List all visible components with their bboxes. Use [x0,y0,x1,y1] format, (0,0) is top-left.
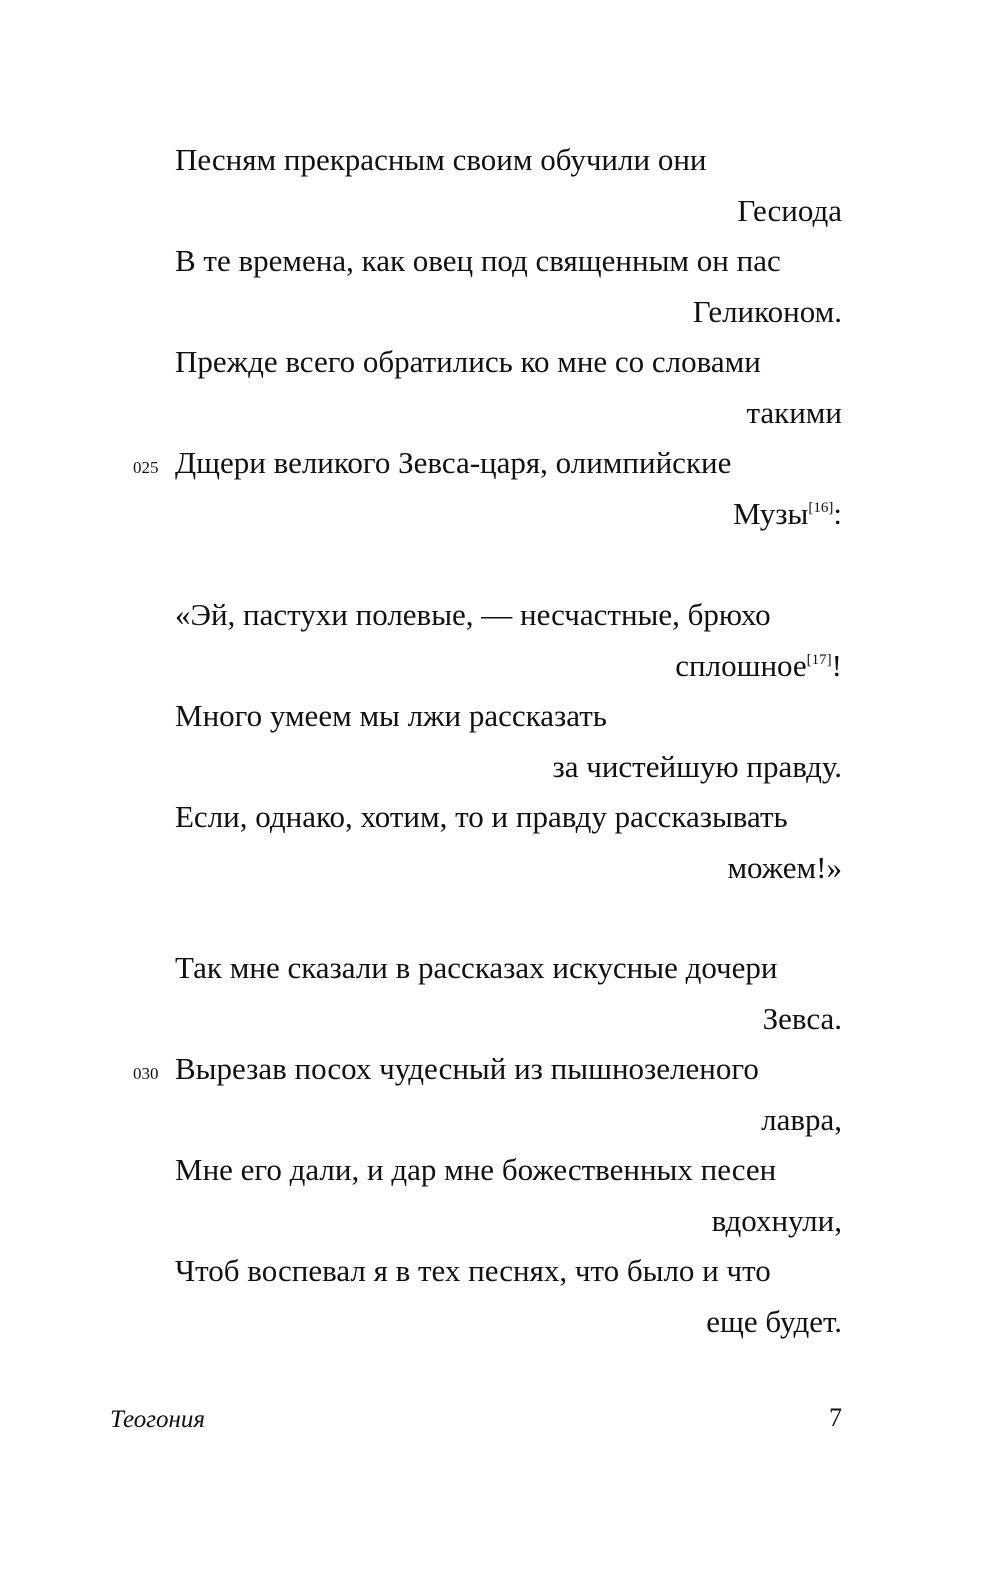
line-number-030: 030 [133,1064,159,1083]
verse-line-1-continuation: Гесиода [737,193,842,228]
verse-line-10: Мне его дали, и дар мне божественных песен [175,1152,777,1187]
verse-line-8: Так мне сказали в рассказах искусные дочери [175,950,778,985]
punctuation: : [833,496,842,531]
verse-line-9-continuation: лавра, [761,1102,842,1137]
running-title: Теогония [110,1406,206,1433]
verse-line-11: Чтоб воспевал я в тех песнях, что было и что [175,1253,771,1288]
verse-line-2: В те времена, как овец под священным он пас [175,243,781,278]
page-number: 7 [829,1403,842,1432]
footnote-ref-17[interactable]: [17] [806,652,832,668]
verse-line-4: Дщери великого Зевса-царя, олимпийские [175,445,732,480]
verse-text: сплошное [675,648,807,683]
verse-line-7: Если, однако, хотим, то и правду рассказывать [175,799,788,834]
verse-line-6: Много умеем мы лжи рассказать [175,698,607,733]
verse-text: Музы [733,496,809,531]
verse-line-5-continuation [675,646,842,686]
verse-line-9: Вырезав посох чудесный из пышнозеленого [175,1051,759,1086]
punctuation: ! [831,648,842,683]
verse-line-11-continuation: еще будет. [706,1304,842,1339]
verse-line-2-continuation: Геликоном. [692,294,842,329]
verse-line-3-continuation: такими [746,395,842,430]
verse-line-10-continuation: вдохнули, [711,1203,842,1238]
verse-line-4-continuation [733,494,842,534]
verse-line-7-continuation: можем!» [727,850,842,885]
footnote-ref-16[interactable]: [16] [808,500,834,516]
line-number-025: 025 [133,458,159,477]
verse-line-8-continuation: Зевса. [762,1001,842,1036]
verse-line-5: «Эй, пастухи полевые, — несчастные, брюхо [175,597,771,632]
verse-line-3: Прежде всего обратились ко мне со словами [175,344,761,379]
verse-line-6-continuation: за чистейшую правду. [552,749,842,784]
verse-line-1: Песням прекрасным своим обучили они [175,142,707,177]
